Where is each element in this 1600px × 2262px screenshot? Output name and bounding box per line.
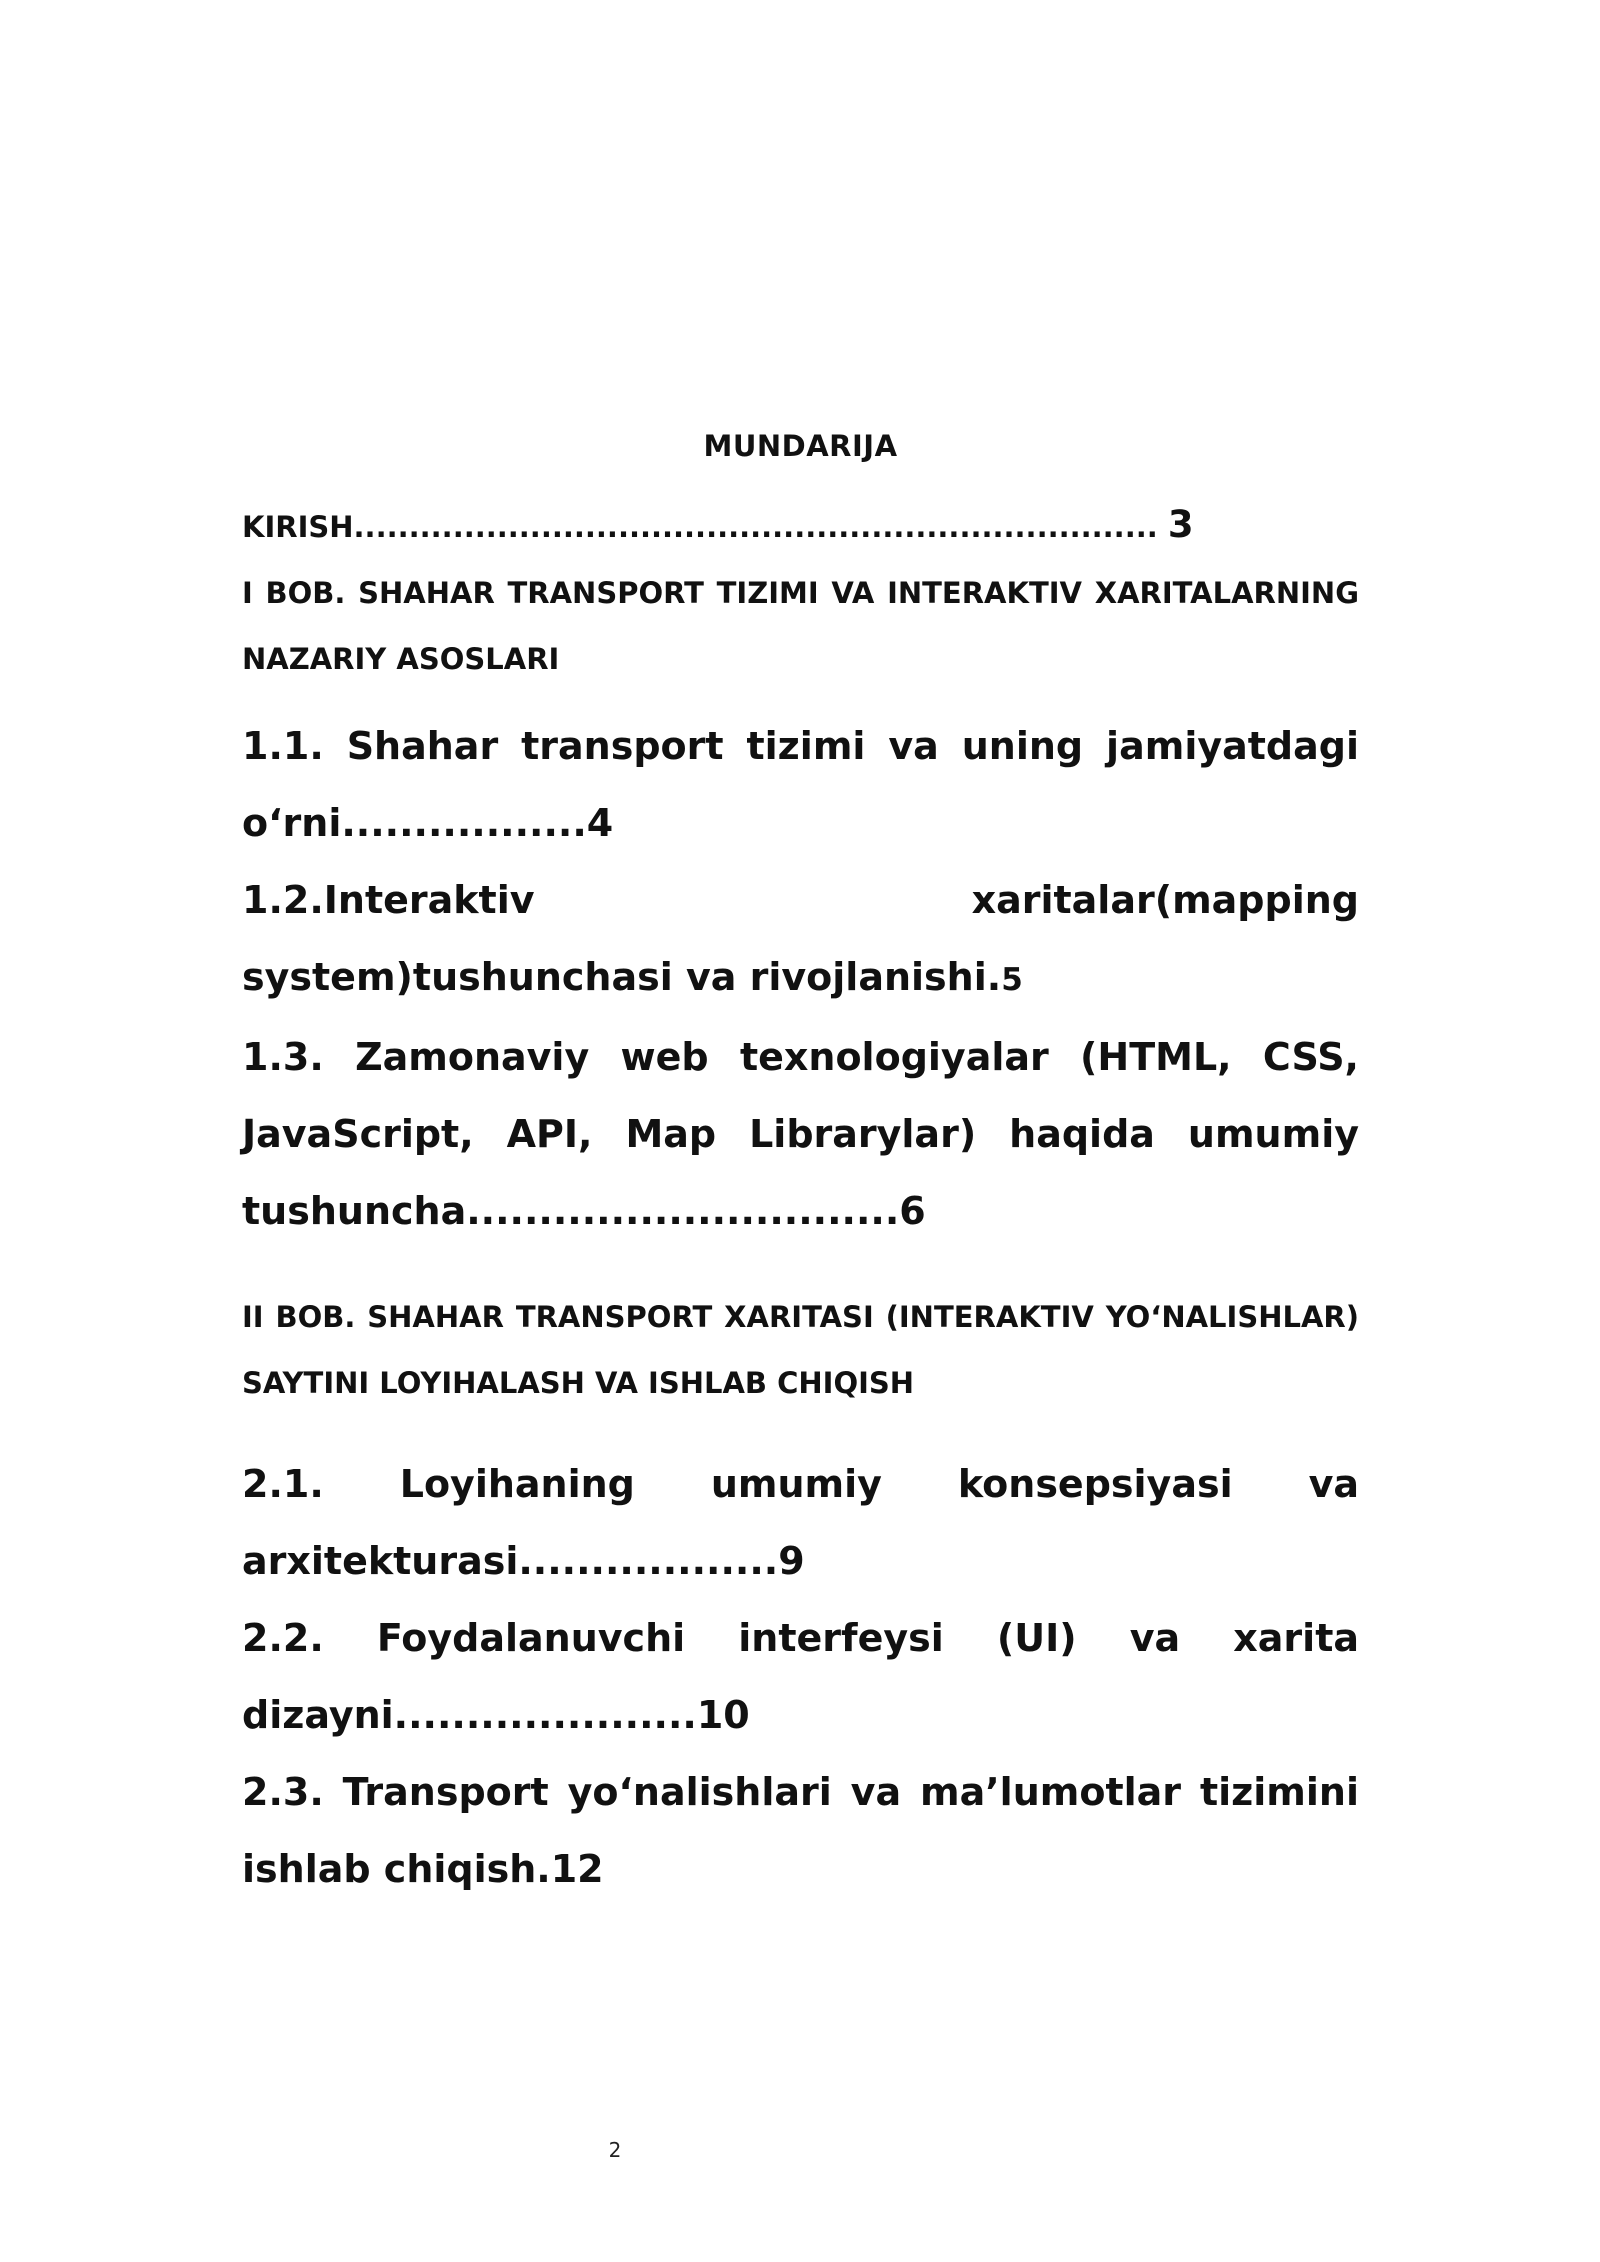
- table-of-contents: [242, 420, 1359, 1908]
- toc-page-number: 4: [586, 801, 614, 845]
- toc-entry-text: 2.2. Foydalanuvchi interfeysi (UI) va xarita dizayni.....................: [242, 1616, 1359, 1737]
- toc-page-number: 3: [1167, 503, 1194, 546]
- toc-entry-text: 1.3. Zamonaviy web texnologiyalar (HTML, CSS, JavaScript, API, Map Librarylar) haqida umumiy tushuncha..............................: [242, 1035, 1359, 1233]
- toc-page-number: 6: [899, 1189, 926, 1233]
- toc-entry-2-3: [242, 1754, 1359, 1908]
- toc-entry-text: 1.1. Shahar transport tizimi va uning jamiyatdagi o‘rni.................: [242, 724, 1359, 845]
- toc-entry-text: 2.3. Transport yo‘nalishlari va ma’lumotlar tizimini ishlab chiqish.: [242, 1770, 1359, 1891]
- toc-entry-1-1: [242, 708, 1359, 862]
- toc-entry-text: KIRISH.........................................................................: [242, 510, 1158, 544]
- toc-entry-2-2: [242, 1600, 1359, 1754]
- toc-title: MUNDARIJA: [703, 429, 898, 463]
- toc-page-number: 5: [1001, 962, 1023, 998]
- page-number: 2: [608, 2138, 622, 2162]
- toc-entry-text: 2.1. Loyihaning umumiy konsepsiyasi va arxitekturasi..................: [242, 1462, 1359, 1583]
- toc-page-number: 9: [778, 1539, 805, 1583]
- toc-entry-1-3: [242, 1019, 1359, 1250]
- toc-page-number: 12: [550, 1847, 604, 1891]
- toc-chapter-heading-2: II BOB. SHAHAR TRANSPORT XARITASI (INTERAKTIV YO‘NALISHLAR) SAYTINI LOYIHALASH VA ISHLAB CHIQISH: [242, 1300, 1359, 1400]
- toc-entry-1-2: [242, 862, 1359, 1019]
- toc-chapter-heading-1: I BOB. SHAHAR TRANSPORT TIZIMI VA INTERAKTIV XARITALARNING NAZARIY ASOSLARI: [242, 576, 1359, 676]
- toc-page-number: 10: [696, 1693, 750, 1737]
- toc-entry-text: 1.2.Interaktiv xaritalar(mapping system)tushunchasi va rivojlanishi.: [242, 878, 1359, 999]
- toc-entry-2-1: [242, 1446, 1359, 1600]
- toc-entry-kirish: [242, 492, 1359, 560]
